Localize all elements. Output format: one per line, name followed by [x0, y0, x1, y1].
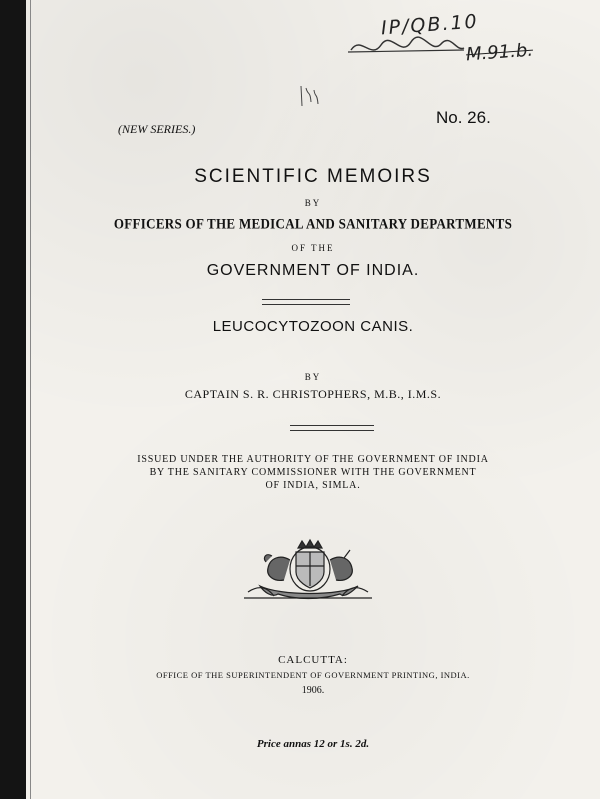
issued-line: ISSUED UNDER THE AUTHORITY OF THE GOVERNMENT OF INDIA	[137, 454, 489, 465]
handwritten-scribble	[346, 30, 466, 64]
issued-line: BY THE SANITARY COMMISSIONER WITH THE GOVERNMENT	[149, 467, 477, 478]
author-by-label: BY	[304, 372, 322, 382]
main-title: SCIENTIFIC MEMOIRS	[194, 166, 432, 187]
royal-coat-of-arms-emblem	[240, 538, 376, 602]
handwritten-shelf-mark: M.91.b.	[465, 39, 534, 66]
price-line: Price annas 12 or 1s. 2d.	[256, 738, 370, 750]
officers-line: OFFICERS OF THE MEDICAL AND SANITARY DEPARTMENTS	[113, 214, 513, 233]
of-the-label: OF THE	[291, 243, 335, 253]
memoir-title: LEUCOCYTOZOON CANIS.	[212, 318, 414, 335]
title-page	[26, 0, 600, 799]
handwritten-initial-mark	[298, 82, 320, 110]
issued-statement	[26, 453, 600, 492]
memoir-number: No. 26.	[436, 108, 491, 127]
imprint-year: 1906.	[301, 685, 325, 696]
imprint-city: CALCUTTA:	[278, 654, 348, 666]
issued-line: OF INDIA, SIMLA.	[265, 480, 361, 491]
government-line: GOVERNMENT OF INDIA.	[206, 262, 420, 279]
series-label: (NEW SERIES.)	[118, 122, 196, 136]
by-label: BY	[304, 198, 322, 208]
divider-rule	[290, 425, 374, 431]
divider-rule	[262, 299, 350, 305]
author-name: CAPTAIN S. R. CHRISTOPHERS, M.B., I.M.S.	[184, 387, 442, 401]
handwritten-catalog-note: IP/QB.10	[380, 10, 480, 40]
book-spine	[0, 0, 26, 799]
imprint-office: OFFICE OF THE SUPERINTENDENT OF GOVERNMENT PRINTING, INDIA.	[156, 670, 470, 680]
